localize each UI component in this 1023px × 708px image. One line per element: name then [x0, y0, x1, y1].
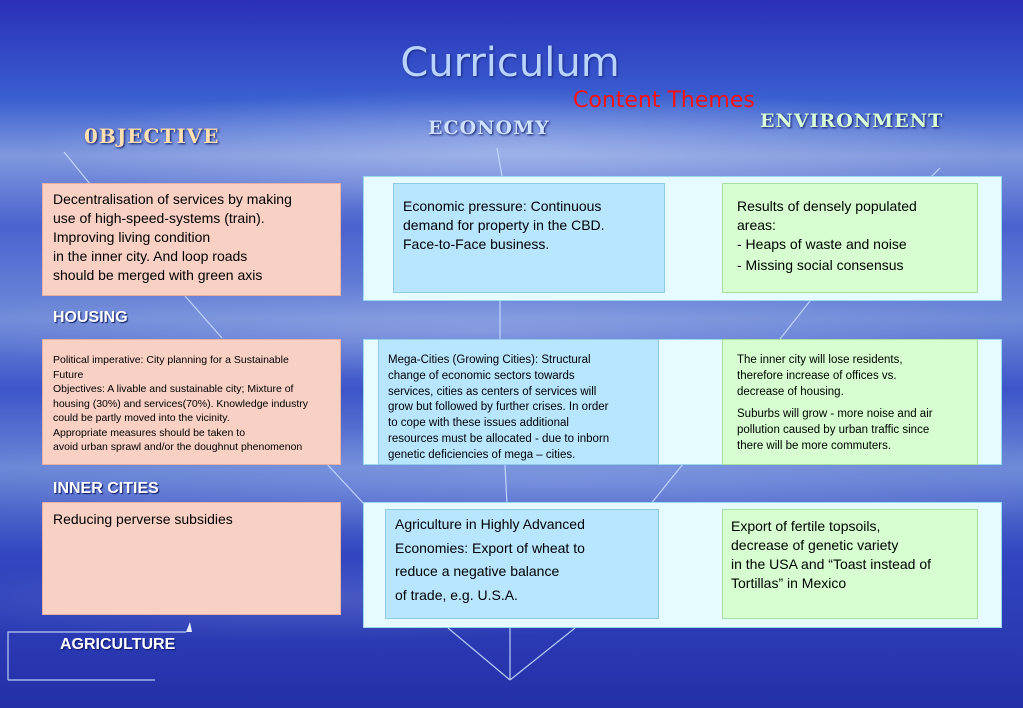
housing-economy-cell [393, 183, 665, 293]
text-line: demand for property in the CBD. [403, 217, 605, 233]
text-line: change of economic sectors towards [388, 369, 575, 382]
text-line: pollution caused by urban traffic since [737, 424, 930, 437]
column-header-environment: ENVIRONMENT [760, 110, 944, 132]
connector-line [505, 465, 507, 505]
connector-line [448, 628, 510, 680]
agriculture-environment-cell [722, 509, 978, 619]
connector-line [780, 301, 810, 339]
connector-line [64, 152, 90, 184]
text-line: Future [53, 368, 84, 381]
page-title: Curriculum [400, 40, 620, 86]
text-line: there will be more commuters. [737, 439, 892, 452]
text-line: Decentralisation of services by making [53, 191, 292, 207]
text-line: housing (30%) and services(70%). Knowledge industry [53, 397, 309, 410]
connector-line [497, 148, 502, 176]
text-line: decrease of housing. [737, 385, 844, 398]
text-line: Face-to-Face business. [403, 236, 550, 252]
text-line: Export of fertile topsoils, [731, 518, 881, 534]
text-line: Economic pressure: Continuous [403, 198, 602, 214]
inner-cities-environment-cell [722, 339, 978, 465]
housing-environment-cell [722, 183, 978, 293]
text-line: grow but followed by further crises. In order [388, 401, 609, 414]
text-line: Objectives: A livable and sustainable city; Mixture of [53, 383, 294, 395]
text-line: services, cities as centers of services will [388, 385, 597, 398]
text-line: to cope with these issues additional [388, 417, 569, 430]
row-label-agriculture: AGRICULTURE [60, 636, 176, 653]
text-line: Improving living condition [53, 229, 211, 245]
connector-line [185, 296, 222, 338]
text-line: The inner city will lose residents, [737, 354, 903, 366]
text-line: in the USA and “Toast instead of [731, 556, 932, 572]
text-line: genetic deficiencies of mega – cities. [388, 448, 576, 461]
text-line: decrease of genetic variety [731, 537, 899, 553]
text-line: could be partly moved into the vicinity. [53, 412, 230, 424]
text-line: Agriculture in Highly Advanced [395, 516, 585, 532]
text-line: avoid urban sprawl and/or the doughnut phenomenon [53, 441, 303, 453]
text-line: - Heaps of waste and noise [737, 236, 907, 252]
inner-cities-economy-cell [378, 339, 659, 465]
text-line: Mega-Cities (Growing Cities): Structural [388, 354, 591, 366]
text-line: in the inner city. And loop roads [53, 248, 248, 264]
text-line: Suburbs will grow - more noise and air [737, 408, 933, 421]
text-line: Political imperative: City planning for a Sustainable [53, 354, 289, 366]
text-line: should be merged with green axis [53, 267, 263, 283]
inner-cities-objective-cell [42, 339, 341, 465]
text-line: therefore increase of offices vs. [737, 369, 897, 382]
connector-line [325, 462, 365, 505]
text-line: resources must be allocated - due to inborn [388, 432, 610, 445]
text-line: of trade, e.g. U.S.A. [395, 586, 518, 603]
text-line: Results of densely populated [737, 198, 917, 214]
row-label-inner-cities: INNER CITIES [53, 480, 159, 497]
bracket-arrow-icon [186, 622, 192, 632]
text-line: areas: [737, 217, 776, 233]
column-header-objective: 0BJECTIVE [84, 124, 220, 148]
page-subtitle: Content Themes [573, 88, 755, 113]
column-header-economy: ECONOMY [428, 117, 550, 139]
text-line: - Missing social consensus [737, 257, 904, 273]
connector-line [510, 628, 575, 680]
agriculture-objective-cell [42, 502, 341, 615]
agriculture-economy-cell [385, 509, 659, 619]
text-line: reduce a negative balance [395, 563, 560, 579]
text-line: Economies: Export of wheat to [395, 539, 585, 556]
text-line: Tortillas” in Mexico [731, 575, 847, 591]
housing-objective-cell [42, 183, 341, 296]
text-line: use of high-speed-systems (train). [53, 210, 265, 226]
row-label-housing: HOUSING [53, 309, 128, 326]
text-line: Appropriate measures should be taken to [53, 426, 246, 439]
text-line: Reducing perverse subsidies [53, 511, 233, 527]
